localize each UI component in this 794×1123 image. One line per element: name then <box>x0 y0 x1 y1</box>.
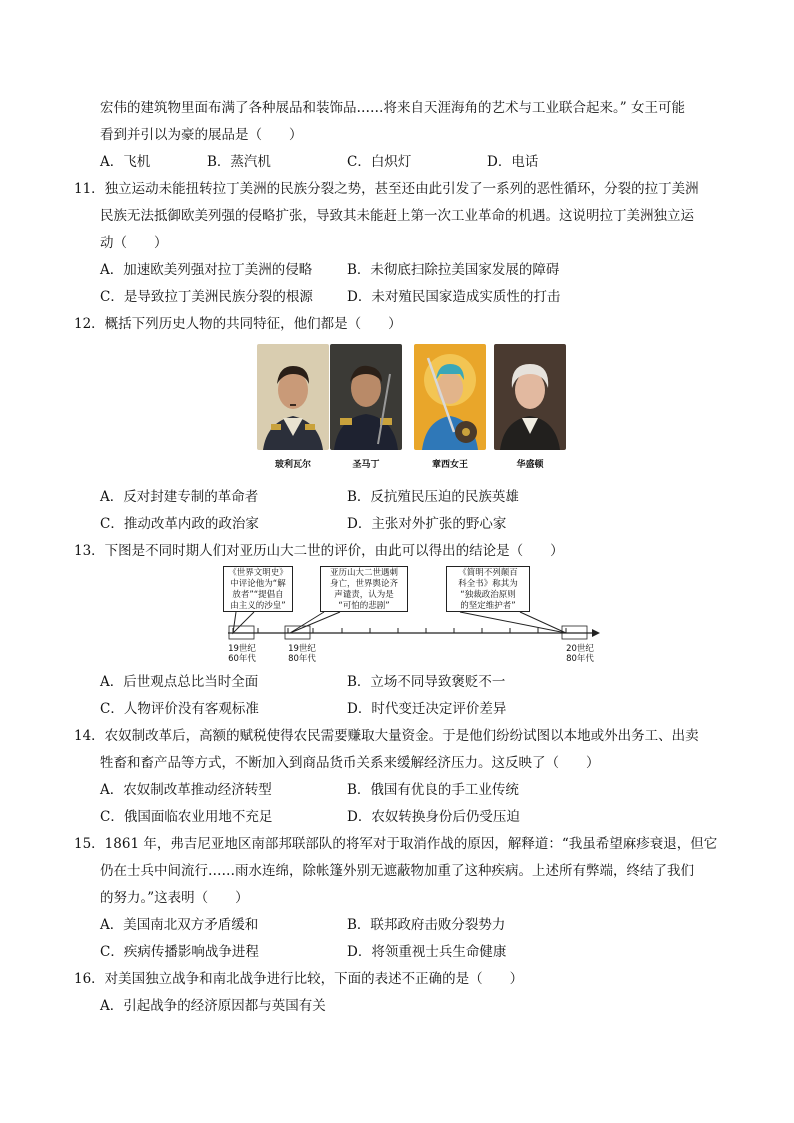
evaluation-box-3-line-4: 的坚定维护者” <box>460 601 516 611</box>
portrait-rani-of-jhansi <box>414 344 486 450</box>
q11-text-line-3: 动（ ） <box>100 235 168 251</box>
q15-option-c: C．疾病传播影响战争进程 <box>100 944 259 960</box>
evaluation-box-1-line-2: 中评论他为“解 <box>230 579 286 589</box>
q12-option-a: A．反对封建专制的革命者 <box>100 489 259 505</box>
evaluation-box-1-line-3: 放者”“提倡自 <box>232 590 284 600</box>
q14-text-line-2: 牲畜和畜产品等方式，不断加入到商品货币关系来缓解经济压力。这反映了（ ） <box>100 755 600 771</box>
q14-option-d: D．农奴转换身份后仍受压迫 <box>347 809 520 825</box>
callout-pointer-2 <box>290 612 340 633</box>
period-label-2-century: 19世纪 <box>288 644 316 654</box>
period-label-3-decade: 80年代 <box>566 654 594 664</box>
period-label-2 <box>282 644 322 664</box>
q11-text-line-2: 民族无法抵御欧美列强的侵略扩张，导致其未能赶上第一次工业革命的机遇。这说明拉丁美洲独立运 <box>100 208 694 224</box>
portrait-san-martin <box>330 344 402 450</box>
caption-san-martin: 圣马丁 <box>352 460 380 470</box>
portrait-washington <box>494 344 566 450</box>
evaluation-box-2-line-3: 声谴责，认为是 <box>334 590 394 600</box>
q11-option-a: A．加速欧美列强对拉丁美洲的侵略 <box>100 262 313 278</box>
caption-rani-of-jhansi: 章西女王 <box>431 460 468 470</box>
evaluation-box-3-line-3: “独裁政治原则 <box>460 590 516 600</box>
q11-text-line-1: 11．独立运动未能扭转拉丁美洲的民族分裂之势，甚至还由此引发了一系列的恶性循环，分裂的拉丁美洲 <box>74 181 699 197</box>
q10-option-c: C．白炽灯 <box>347 154 412 170</box>
q13-option-a: A．后世观点总比当时全面 <box>100 674 259 690</box>
q14-option-b: B．俄国有优良的手工业传统 <box>347 782 519 798</box>
timeline-ticks <box>233 628 566 633</box>
q15-text-line-1: 15．1861 年，弗吉尼亚地区南部邦联部队的将军对于取消作战的原因，解释道：“我虽希望麻疹衰退，但它 <box>74 836 718 852</box>
q16-text-line-1: 16．对美国独立战争和南北战争进行比较，下面的表述不正确的是（ ） <box>74 971 524 987</box>
q10-text-line-1: 宏伟的建筑物里面布满了各种展品和装饰品……将来自天涯海角的艺术与工业联合起来。” 女王可能 <box>100 100 685 116</box>
period-bracket-2 <box>285 626 310 639</box>
q15-option-a: A．美国南北双方矛盾缓和 <box>100 917 259 933</box>
evaluation-box-1-line-1: 《世界文明史》 <box>228 568 288 578</box>
evaluation-box-1 <box>223 566 293 612</box>
period-label-2-decade: 80年代 <box>288 654 316 664</box>
q15-text-line-2: 仍在士兵中间流行……雨水连绵，除帐篷外别无遮蔽物加重了这种疾病。上述所有弊端，终结了我们 <box>100 863 694 879</box>
evaluation-box-1-line-4: 由主义的沙皇” <box>230 601 286 611</box>
caption-bolivar: 玻利瓦尔 <box>274 460 311 470</box>
evaluation-box-3-line-1: 《简明不列颠百 <box>458 568 518 578</box>
callout-pointer-3 <box>460 612 566 633</box>
timeline-arrow <box>592 629 600 637</box>
evaluation-box-2 <box>320 566 408 612</box>
q12-option-d: D．主张对外扩张的野心家 <box>347 516 507 532</box>
q10-text-line-2: 看到并引以为豪的展品是（ ） <box>100 127 303 143</box>
q15-text-line-3: 的努力。”这表明（ ） <box>100 890 249 906</box>
q16-option-a: A．引起战争的经济原因都与英国有关 <box>100 998 326 1014</box>
q13-option-d: D．时代变迁决定评价差异 <box>347 701 507 717</box>
evaluation-box-2-line-1: 亚历山大二世遇刺 <box>329 568 398 578</box>
q13-text-line-1: 13．下图是不同时期人们对亚历山大二世的评价，由此可以得出的结论是（ ） <box>74 543 564 559</box>
q12-text-line-1: 12．概括下列历史人物的共同特征，他们都是（ ） <box>74 316 402 332</box>
period-bracket-3 <box>562 626 587 639</box>
evaluation-box-3 <box>446 566 530 612</box>
evaluation-box-3-line-2: 科全书》称其为 <box>458 579 518 589</box>
caption-washington: 华盛顿 <box>516 460 544 470</box>
q12-option-c: C．推动改革内政的政治家 <box>100 516 259 532</box>
period-bracket-1 <box>229 626 254 639</box>
evaluation-box-2-line-2: 身亡，世界舆论齐 <box>329 579 398 589</box>
portrait-bolivar <box>257 344 329 450</box>
q11-option-d: D．未对殖民国家造成实质性的打击 <box>347 289 561 305</box>
q10-option-a: A．飞机 <box>100 154 151 170</box>
q10-option-b: B．蒸汽机 <box>207 154 271 170</box>
period-label-1 <box>222 644 262 664</box>
q15-option-b: B．联邦政府击败分裂势力 <box>347 917 506 933</box>
period-label-3-century: 20世纪 <box>566 644 594 654</box>
q11-option-c: C．是导致拉丁美洲民族分裂的根源 <box>100 289 313 305</box>
q11-option-b: B．未彻底扫除拉美国家发展的障碍 <box>347 262 560 278</box>
period-label-3 <box>560 644 600 664</box>
evaluation-box-2-line-4: “可怕的悲剧” <box>338 601 390 611</box>
q13-option-c: C．人物评价没有客观标准 <box>100 701 259 717</box>
period-label-1-decade: 60年代 <box>228 654 256 664</box>
q13-option-b: B．立场不同导致褒贬不一 <box>347 674 506 690</box>
q14-option-c: C．俄国面临农业用地不充足 <box>100 809 273 825</box>
q14-text-line-1: 14．农奴制改革后，高额的赋税使得农民需要赚取大量资金。于是他们纷纷试图以本地或外出务工、出卖 <box>74 728 699 744</box>
q14-option-a: A．农奴制改革推动经济转型 <box>100 782 272 798</box>
q12-option-b: B．反抗殖民压迫的民族英雄 <box>347 489 519 505</box>
q15-option-d: D．将领重视士兵生命健康 <box>347 944 507 960</box>
period-label-1-century: 19世纪 <box>228 644 256 654</box>
q10-option-d: D．电话 <box>487 154 539 170</box>
callout-pointer-1 <box>233 612 254 633</box>
